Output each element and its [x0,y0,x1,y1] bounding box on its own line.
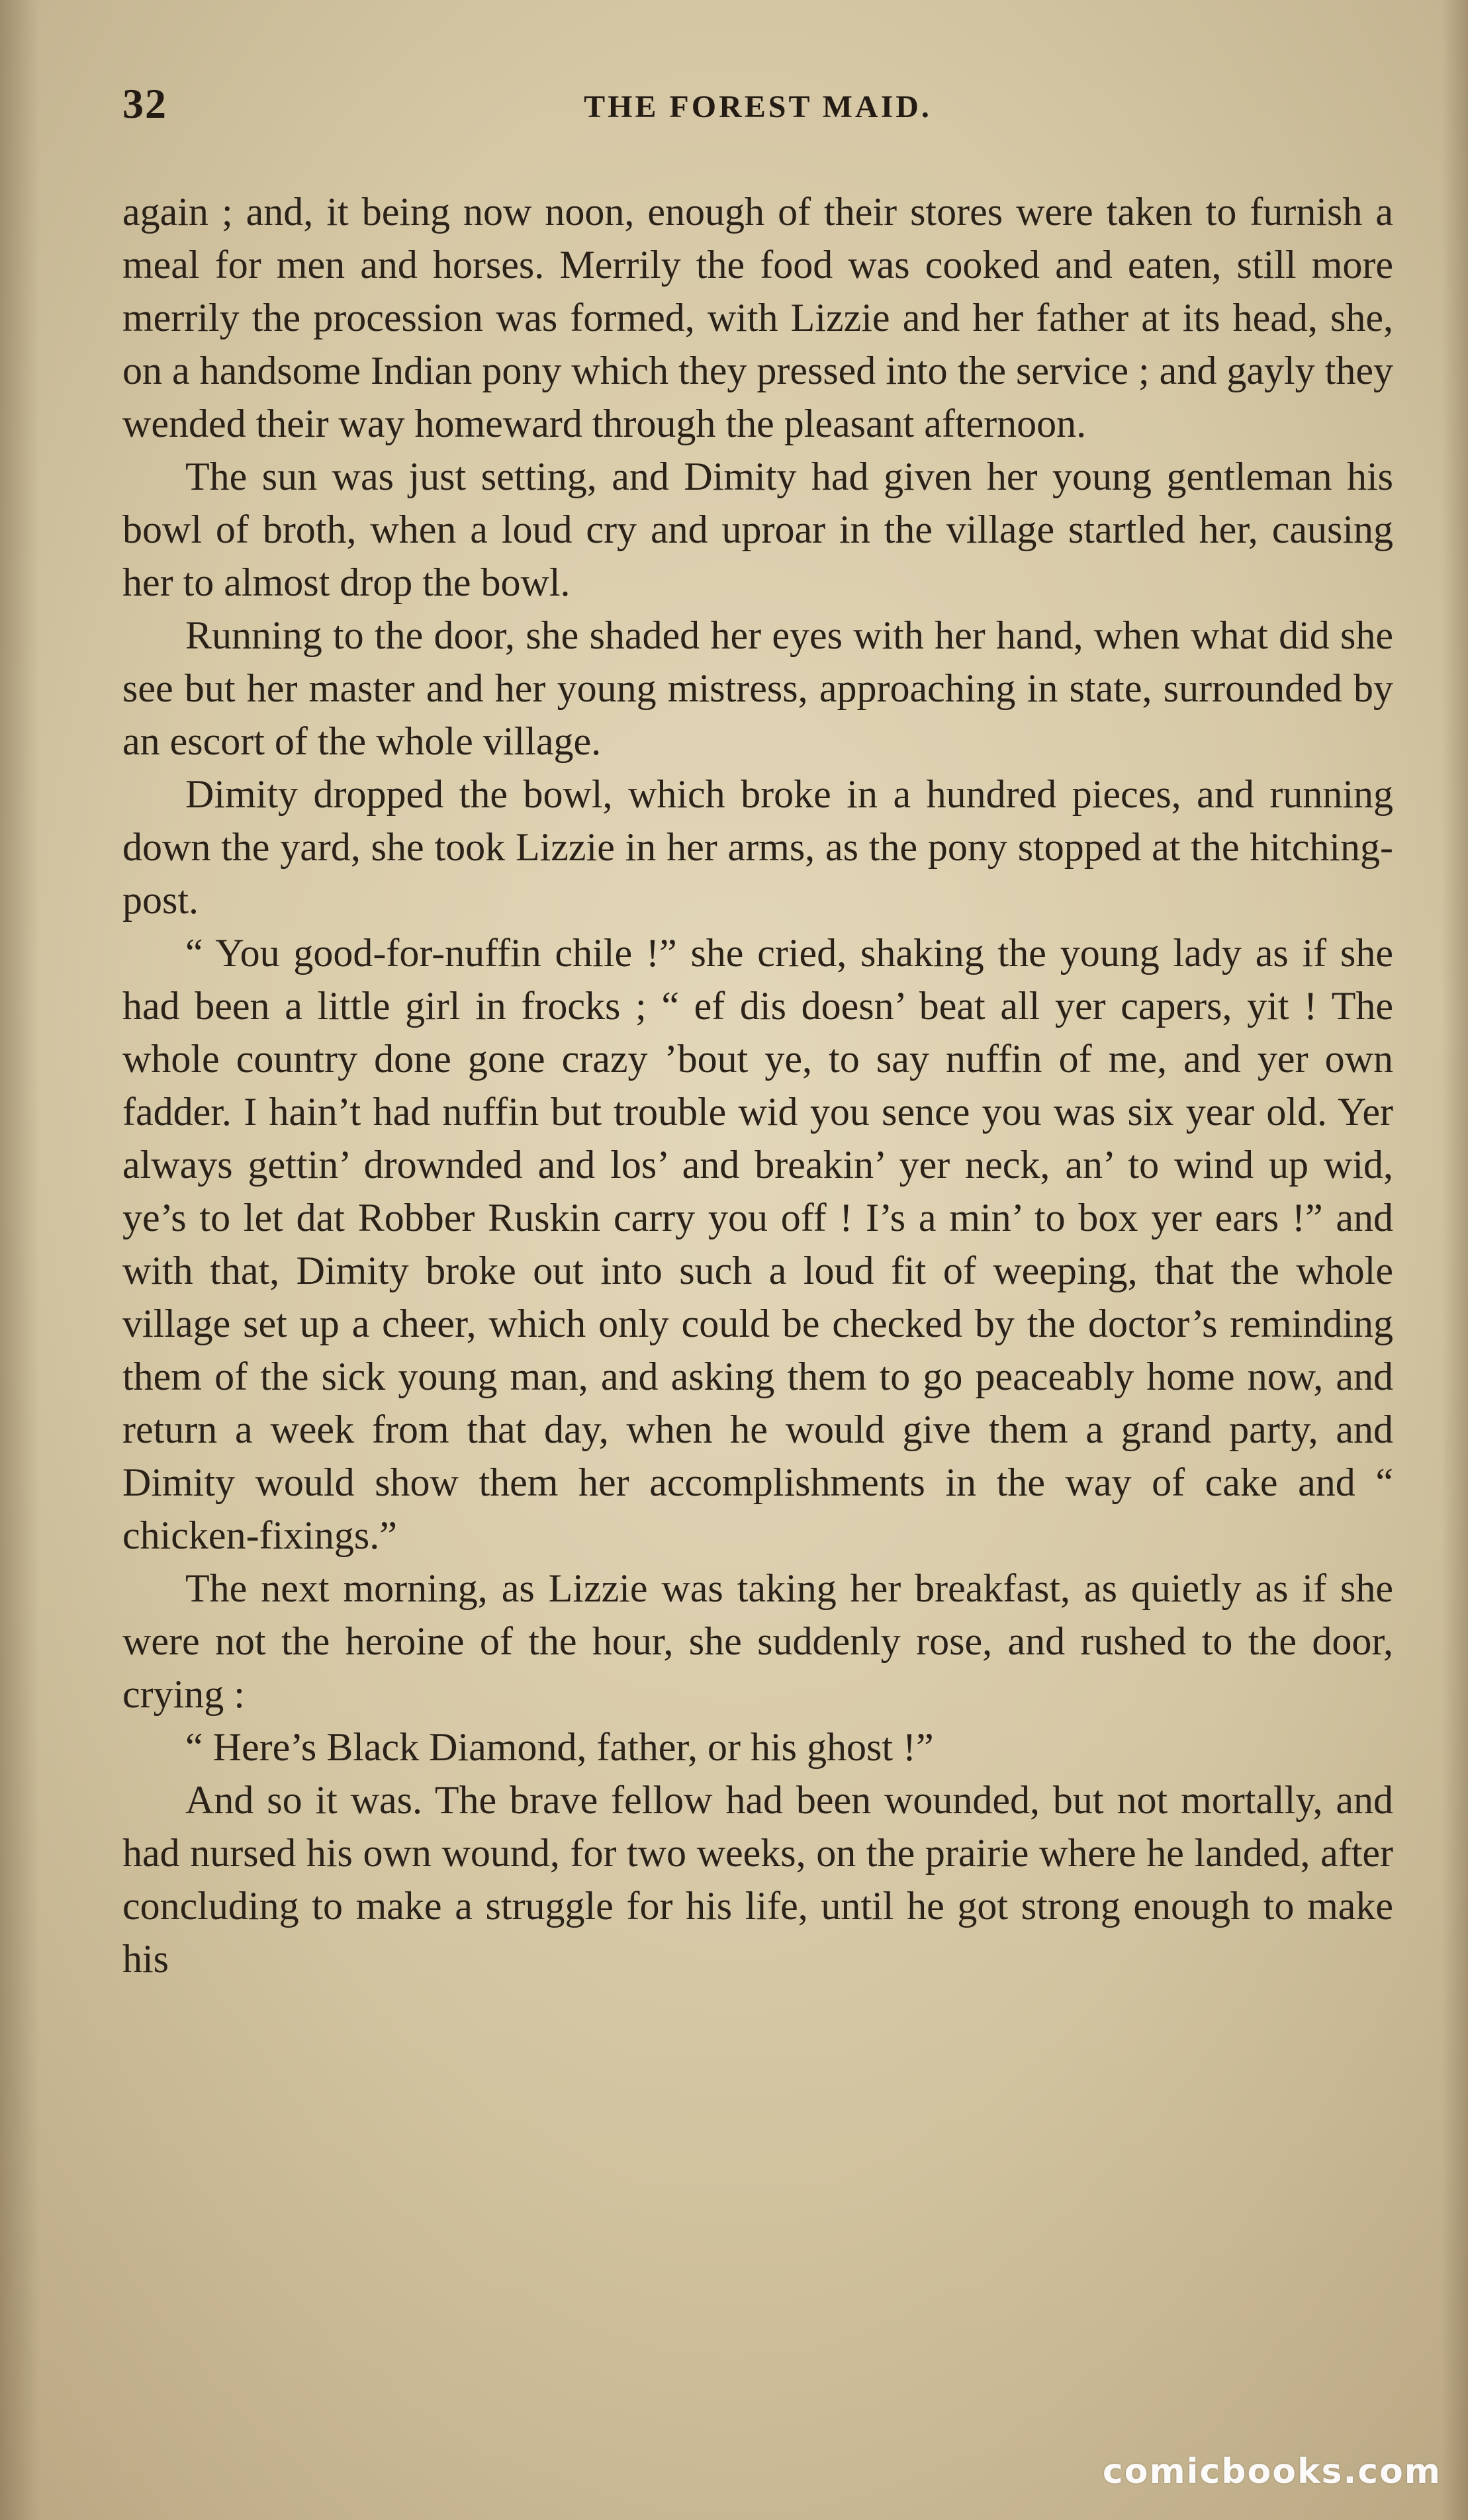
paragraph: again ; and, it being now noon, enough of their stores were taken to furnish a meal for men and horses. Merrily the food was cooked and eaten, still more merrily the procession was formed, with Lizzie and her father at its head, she, on a handsome Indian pony which they pressed into the service ; and gayly they wended their way homeward through the pleasant afternoon. [122,190,1393,445]
paragraph: “ Here’s Black Diamond, father, or his ghost !” [185,1725,934,1769]
page-header [122,79,1393,132]
watermark: comicbooks.com [1102,2452,1442,2492]
body-text [122,185,1393,1985]
paragraph: Running to the door, she shaded her eyes with her hand, when what did she see but her master and her young mistress, approaching in state, surrounded by an escort of the whole village. [122,613,1393,763]
page-number: 32 [122,80,167,127]
running-title: THE FOREST MAID. [584,89,932,124]
paragraph: Dimity dropped the bowl, which broke in a hundred pieces, and running down the yard, she took Lizzie in her arms, as the pony stopped at the hitching-post. [122,772,1393,922]
paragraph: “ You good-for-nuffin chile !” she cried, shaking the young lady as if she had been a little girl in frocks ; “ ef dis doesn’ beat all yer capers, yit ! The whole country done gone crazy ’bout ye, to say nuffin of me, and yer own fadder. I hain’t had nuffin but trouble wid you sence you was six year old. Yer always gettin’ drownded and los’ and breakin’ yer neck, an’ to wind up wid, ye’s to let dat Robber Ruskin carry you off ! I’s a min’ to box yer ears !” and with that, Dimity broke out into such a loud fit of weeping, that the whole village set up a cheer, which only could be checked by the doctor’s reminding them of the sick young man, and asking them to go peaceably home now, and return a week from that day, when he would give them a grand party, and Dimity would show them her accomplishments in the way of cake and “ chicken-fixings.” [122,931,1393,1557]
paragraph: The next morning, as Lizzie was taking her breakfast, as quietly as if she were not the heroine of the hour, she suddenly rose, and rushed to the door, crying : [122,1566,1393,1716]
paragraph: And so it was. The brave fellow had been wounded, but not mortally, and had nursed his own wound, for two weeks, on the prairie where he landed, after concluding to make a struggle for his life, until he got strong enough to make his [122,1778,1393,1981]
paragraph: The sun was just setting, and Dimity had given her young gentleman his bowl of broth, when a loud cry and uproar in the village startled her, causing her to almost drop the bowl. [122,455,1393,604]
